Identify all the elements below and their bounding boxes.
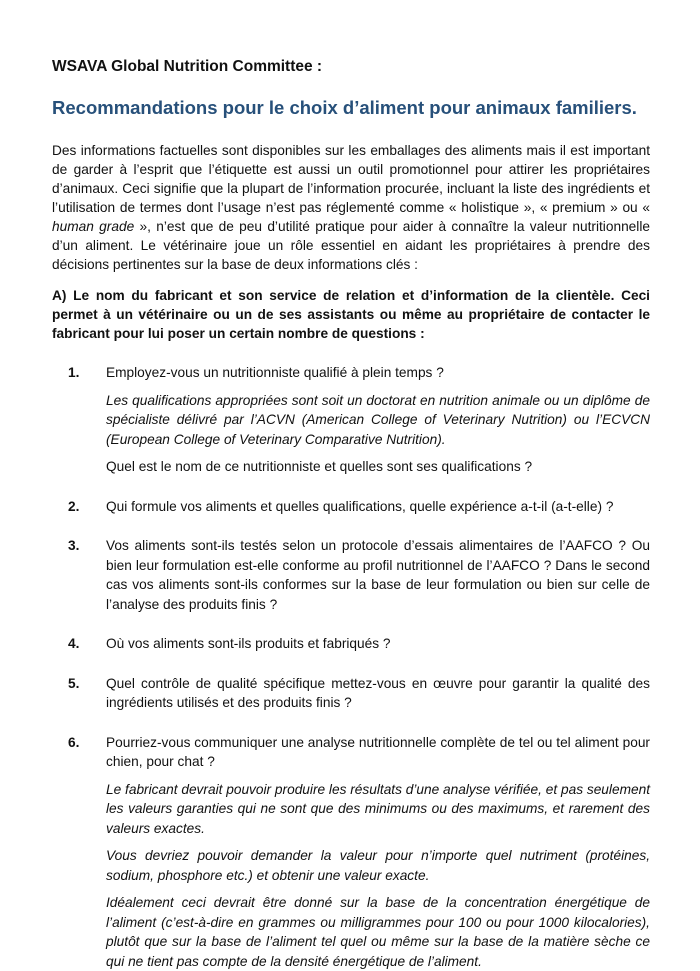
question-follow-up: Quel est le nom de ce nutritionniste et quelles sont ses qualifications ? [106,457,650,477]
document-title: Recommandations pour le choix d’aliment pour animaux familiers. [52,97,650,119]
section-a-paragraph: A) Le nom du fabricant et son service de relation et d’information de la clientèle. Ceci permet à un vétérinaire ou un de ses assistants ou même au propriétaire de contacter le fabricant pour lui poser un certain nombre de questions : [52,286,650,343]
questions-list [52,363,650,971]
question-number: 5. [68,674,79,694]
intro-text-part1: Des informations factuelles sont disponibles sur les emballages des aliments mais il est important de garder à l’esprit que l’étiquette est aussi un outil promotionnel pour attirer les propriétaires d’animaux. Ceci signifie que la plupart de l’information procurée, incluant la liste des ingrédients et l’utilisation de termes dont l’usage n’est pas réglementé comme « holistique », « premium » ou « [52,143,650,215]
question-text: Pourriez-vous communiquer une analyse nutritionnelle complète de tel ou tel aliment pour chien, pour chat ? [106,733,650,772]
question-item-3 [68,536,650,614]
question-number: 3. [68,536,79,556]
question-text: Qui formule vos aliments et quelles qualifications, quelle expérience a-t-il (a-t-elle) ? [106,497,650,517]
intro-text-part2: », n’est que de peu d’utilité pratique pour aider à connaître la valeur nutritionnelle d’un aliment. Le vétérinaire joue un rôle essentiel en aidant les propriétaires à prendre des décisions pertinentes sur la base de deux informations clés : [52,219,650,272]
question-number: 1. [68,363,79,383]
committee-heading: WSAVA Global Nutrition Committee : [52,58,650,76]
question-number: 4. [68,634,79,654]
question-text: Vos aliments sont-ils testés selon un protocole d’essais alimentaires de l’AAFCO ? Ou bien leur formulation est-elle conforme au profil nutritionnel de l’AAFCO ? Dans le second cas vos aliments sont-ils conformes sur la base de leur formulation ou bien sur celle de l’analyse des produits finis ? [106,536,650,614]
intro-paragraph [52,141,650,274]
question-item-1 [68,363,650,477]
question-number: 2. [68,497,79,517]
question-item-2 [68,497,650,517]
question-note: Idéalement ceci devrait être donné sur la base de la concentration énergétique de l’aliment (c’est-à-dire en grammes ou milligrammes pour 100 ou pour 1000 kilocalories), plutôt que sur la base de l’aliment tel quel ou même sur la base de la matière sèche ce qui ne tient pas compte de la densité énergétique de l’aliment. [106,893,650,971]
question-note: Le fabricant devrait pouvoir produire les résultats d’une analyse vérifiée, et pas seulement les valeurs garanties qui ne sont que des minimums ou des maximums, et rarement des valeurs exactes. [106,780,650,839]
question-item-4 [68,634,650,654]
intro-emphasis: human grade [52,219,134,234]
question-item-6 [68,733,650,971]
question-item-5 [68,674,650,713]
question-number: 6. [68,733,79,753]
question-text: Où vos aliments sont-ils produits et fabriqués ? [106,634,650,654]
question-note: Les qualifications appropriées sont soit un doctorat en nutrition animale ou un diplôme de spécialiste délivré par l’ACVN (American College of Veterinary Nutrition) ou l’ECVCN (European College of Veterinary Comparative Nutrition). [106,391,650,450]
question-text: Employez-vous un nutritionniste qualifié à plein temps ? [106,363,650,383]
question-text: Quel contrôle de qualité spécifique mettez-vous en œuvre pour garantir la qualité des ingrédients utilisés et des produits finis ? [106,674,650,713]
question-note: Vous devriez pouvoir demander la valeur pour n’importe quel nutriment (protéines, sodium, phosphore etc.) et obtenir une valeur exacte. [106,846,650,885]
